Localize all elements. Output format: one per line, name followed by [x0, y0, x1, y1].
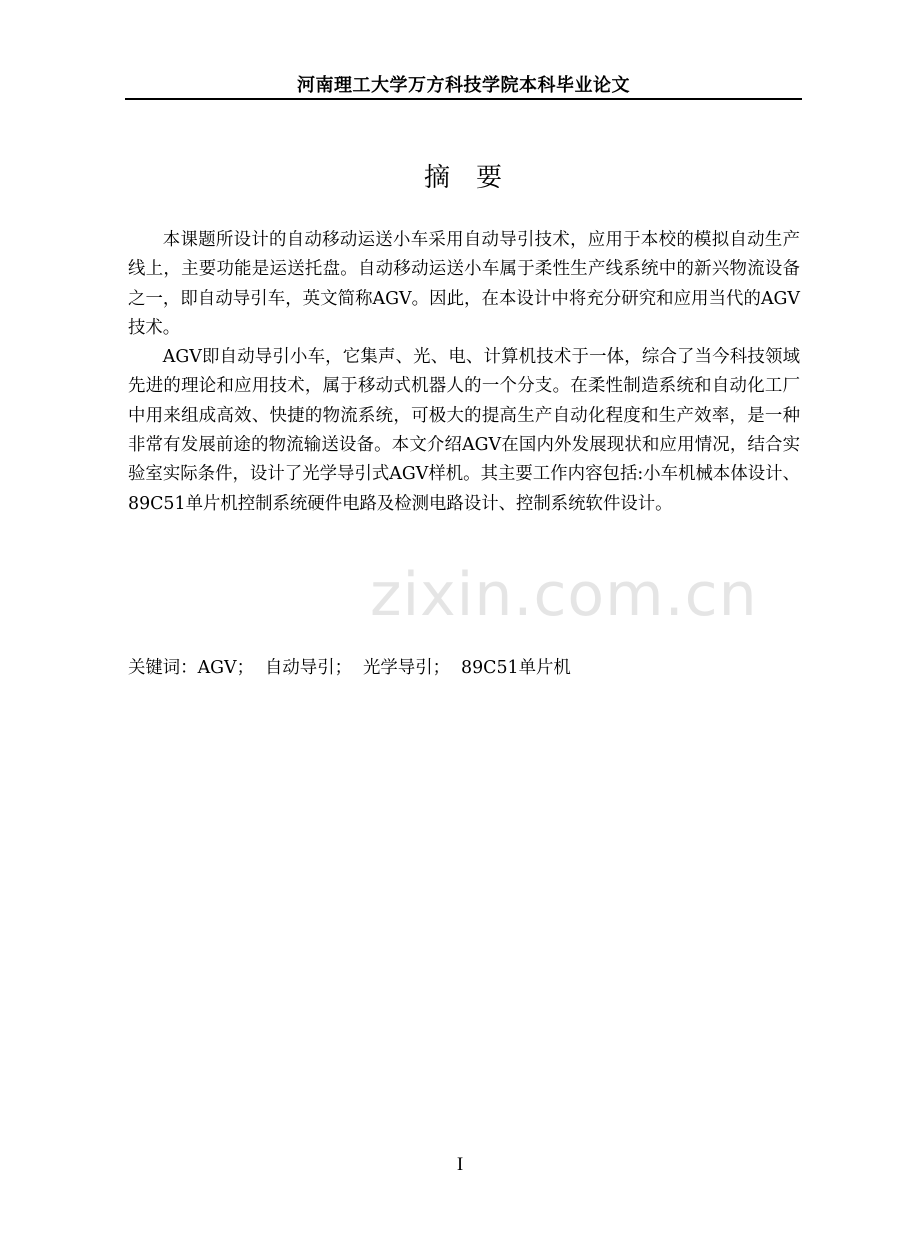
- watermark-text: zixin.com.cn: [370, 560, 758, 630]
- page-number: I: [456, 1154, 464, 1175]
- abstract-paragraph-1: 本课题所设计的自动移动运送小车采用自动导引技术，应用于本校的模拟自动生产线上，主要功能是运送托盘。自动移动运送小车属于柔性生产线系统中的新兴物流设备之一，即自动导引车，英文简称AGV。因此，在本设计中将充分研究和应用当代的AGV技术。: [128, 230, 800, 338]
- running-header: 河南理工大学万方科技学院本科毕业论文: [297, 75, 630, 96]
- abstract-body: [128, 226, 800, 519]
- abstract-title: 摘要: [423, 163, 528, 193]
- abstract-paragraph-2: AGV即自动导引小车，它集声、光、电、计算机技术于一体，综合了当今科技领域先进的理论和应用技术，属于移动式机器人的一个分支。在柔性制造系统和自动化工厂中用来组成高效、快捷的物流系统，可极大的提高生产自动化程度和生产效率，是一种非常有发展前途的物流输送设备。本文介绍AGV在国内外发展现状和应用情况，结合实验室实际条件，设计了光学导引式AGV样机。其主要工作内容包括:小车机械本体设计、 89C51单片机控制系统硬件电路及检测电路设计、控制系统软件设计。: [128, 347, 800, 514]
- header-rule: [125, 98, 802, 100]
- keywords-line: 关键词：AGV； 自动导引； 光学导引； 89C51单片机: [128, 658, 571, 678]
